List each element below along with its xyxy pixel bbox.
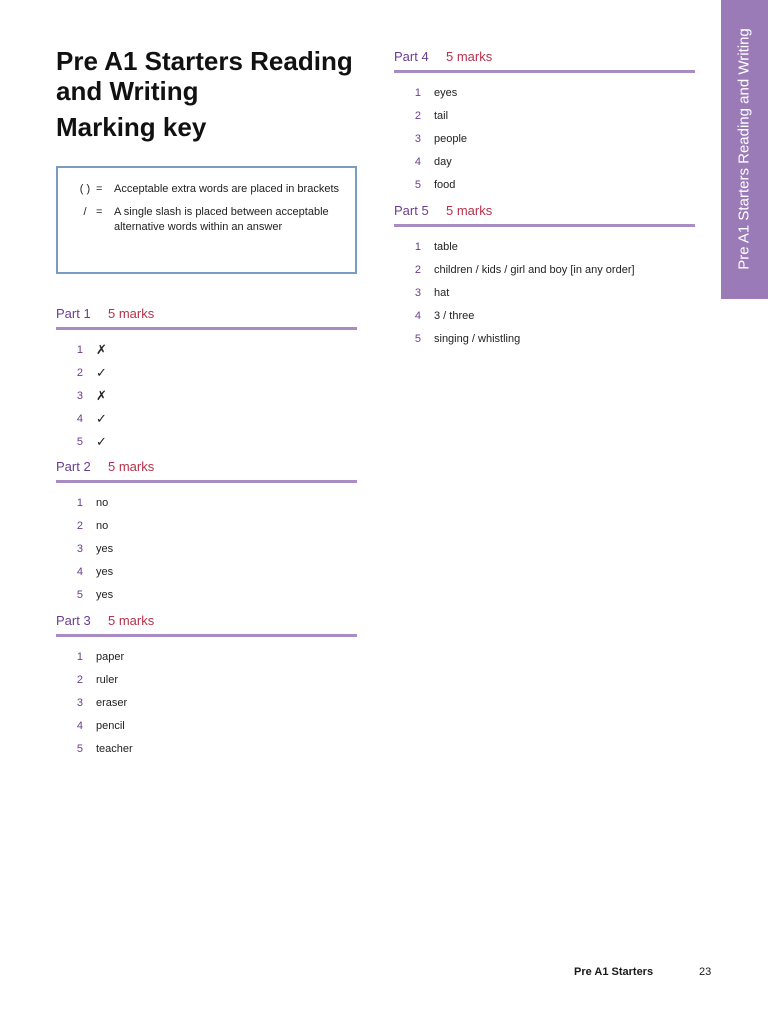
answer-list bbox=[56, 646, 357, 760]
answer-list bbox=[394, 236, 695, 350]
legend-text: Acceptable extra words are placed in brackets bbox=[114, 183, 340, 195]
answer-text: yes bbox=[96, 542, 114, 555]
answer-text: ✓ bbox=[96, 410, 107, 426]
part-marks: 5 marks bbox=[108, 306, 155, 321]
answer-number: 3 bbox=[76, 696, 83, 709]
answer-number: 1 bbox=[76, 651, 83, 664]
legend-equals: = bbox=[96, 206, 103, 218]
part-marks: 5 marks bbox=[446, 49, 493, 64]
title-line-2: and Writing bbox=[56, 76, 199, 106]
answer-number: 2 bbox=[76, 674, 83, 687]
part-1-section bbox=[56, 306, 357, 453]
answer-text: no bbox=[96, 497, 109, 510]
part-marks: 5 marks bbox=[108, 459, 155, 474]
answer-row bbox=[56, 669, 357, 692]
answer-text: ✓ bbox=[96, 365, 107, 381]
answer-row bbox=[56, 492, 357, 515]
answer-number: 1 bbox=[414, 87, 421, 100]
answer-number: 5 bbox=[76, 742, 83, 755]
answer-text: ruler bbox=[96, 674, 119, 687]
legend-row bbox=[74, 205, 343, 235]
part-title: Part 1 bbox=[56, 306, 91, 321]
answer-text: yes bbox=[96, 565, 114, 578]
answer-text: pencil bbox=[96, 719, 125, 732]
page-title bbox=[56, 46, 356, 142]
page-number: 23 bbox=[699, 966, 712, 978]
answer-text: 3 / three bbox=[434, 309, 475, 322]
answer-text: paper bbox=[96, 651, 125, 664]
answer-row bbox=[56, 407, 357, 430]
part-header bbox=[56, 306, 357, 330]
answer-number: 4 bbox=[76, 719, 83, 732]
answer-row bbox=[56, 737, 357, 760]
answer-row bbox=[56, 362, 357, 385]
side-tab-label: Pre A1 Starters Reading and Writing bbox=[735, 28, 753, 270]
part-header bbox=[394, 203, 695, 227]
answer-number: 2 bbox=[414, 264, 421, 277]
answer-number: 1 bbox=[76, 344, 83, 357]
answer-number: 3 bbox=[76, 542, 83, 555]
answer-row bbox=[394, 304, 695, 327]
legend-symbol: / bbox=[83, 206, 87, 218]
answer-row bbox=[56, 714, 357, 737]
part-marks: 5 marks bbox=[446, 203, 493, 218]
answer-row bbox=[394, 173, 695, 196]
answer-row bbox=[394, 259, 695, 282]
answer-number: 4 bbox=[76, 412, 83, 425]
answer-row bbox=[56, 385, 357, 408]
answer-number: 3 bbox=[414, 286, 421, 299]
answer-number: 1 bbox=[76, 497, 83, 510]
answer-row bbox=[394, 150, 695, 173]
legend-equals: = bbox=[96, 183, 103, 195]
part-4-section bbox=[394, 49, 695, 196]
answer-number: 4 bbox=[414, 309, 421, 322]
answer-text: people bbox=[434, 132, 468, 145]
answer-list bbox=[56, 492, 357, 606]
legend-symbol: ( ) bbox=[79, 183, 91, 195]
answer-number: 1 bbox=[414, 241, 421, 254]
answer-number: 5 bbox=[76, 588, 83, 601]
answer-text: hat bbox=[434, 286, 450, 299]
footer-title: Pre A1 Starters bbox=[574, 966, 654, 978]
part-header bbox=[56, 459, 357, 483]
answer-text: table bbox=[434, 241, 458, 254]
answer-text: eyes bbox=[434, 87, 458, 100]
answer-number: 4 bbox=[414, 155, 421, 168]
part-title: Part 4 bbox=[394, 49, 429, 64]
answer-row bbox=[56, 515, 357, 538]
answer-row bbox=[394, 82, 695, 105]
answer-row bbox=[56, 538, 357, 561]
answer-text: no bbox=[96, 520, 109, 533]
answer-text: ✗ bbox=[96, 387, 107, 403]
part-marks: 5 marks bbox=[108, 613, 155, 628]
answer-number: 3 bbox=[414, 132, 421, 145]
legend-box bbox=[56, 166, 357, 274]
side-tab bbox=[721, 0, 768, 299]
answer-number: 3 bbox=[76, 389, 83, 402]
answer-text: yes bbox=[96, 588, 114, 601]
part-title: Part 5 bbox=[394, 203, 429, 218]
answer-text: food bbox=[434, 178, 456, 191]
answer-number: 5 bbox=[76, 435, 83, 448]
answer-row bbox=[56, 646, 357, 669]
answer-row bbox=[394, 236, 695, 259]
answer-list bbox=[394, 82, 695, 196]
part-title: Part 3 bbox=[56, 613, 91, 628]
answer-number: 4 bbox=[76, 565, 83, 578]
answer-number: 2 bbox=[414, 110, 421, 123]
part-2-section bbox=[56, 459, 357, 606]
answer-row bbox=[394, 105, 695, 128]
part-header bbox=[394, 49, 695, 73]
answer-text: teacher bbox=[96, 742, 133, 755]
answer-number: 5 bbox=[414, 178, 421, 191]
part-title: Part 2 bbox=[56, 459, 91, 474]
answer-text: eraser bbox=[96, 696, 128, 709]
title-line-1: Pre A1 Starters Reading bbox=[56, 46, 353, 76]
legend-row bbox=[74, 182, 343, 197]
legend-text: A single slash is placed between acceptable alternative words within an answer bbox=[114, 206, 329, 233]
answer-text: tail bbox=[434, 110, 449, 123]
title-subtitle: Marking key bbox=[56, 112, 207, 142]
answer-row bbox=[56, 692, 357, 715]
answer-row bbox=[394, 282, 695, 305]
answer-text: children / kids / girl and boy [in any order] bbox=[434, 264, 635, 277]
part-5-section bbox=[394, 203, 695, 350]
part-header bbox=[56, 613, 357, 637]
answer-list bbox=[56, 339, 357, 453]
answer-row bbox=[394, 327, 695, 350]
answer-row bbox=[56, 339, 357, 362]
answer-text: day bbox=[434, 155, 452, 168]
answer-text: ✗ bbox=[96, 342, 107, 358]
answer-text: singing / whistling bbox=[434, 332, 521, 345]
answer-text: ✓ bbox=[96, 433, 107, 449]
answer-row bbox=[56, 583, 357, 606]
answer-number: 5 bbox=[414, 332, 421, 345]
answer-row bbox=[56, 560, 357, 583]
answer-number: 2 bbox=[76, 520, 83, 533]
answer-row bbox=[394, 128, 695, 151]
part-3-section bbox=[56, 613, 357, 760]
answer-number: 2 bbox=[76, 367, 83, 380]
answer-row bbox=[56, 430, 357, 453]
